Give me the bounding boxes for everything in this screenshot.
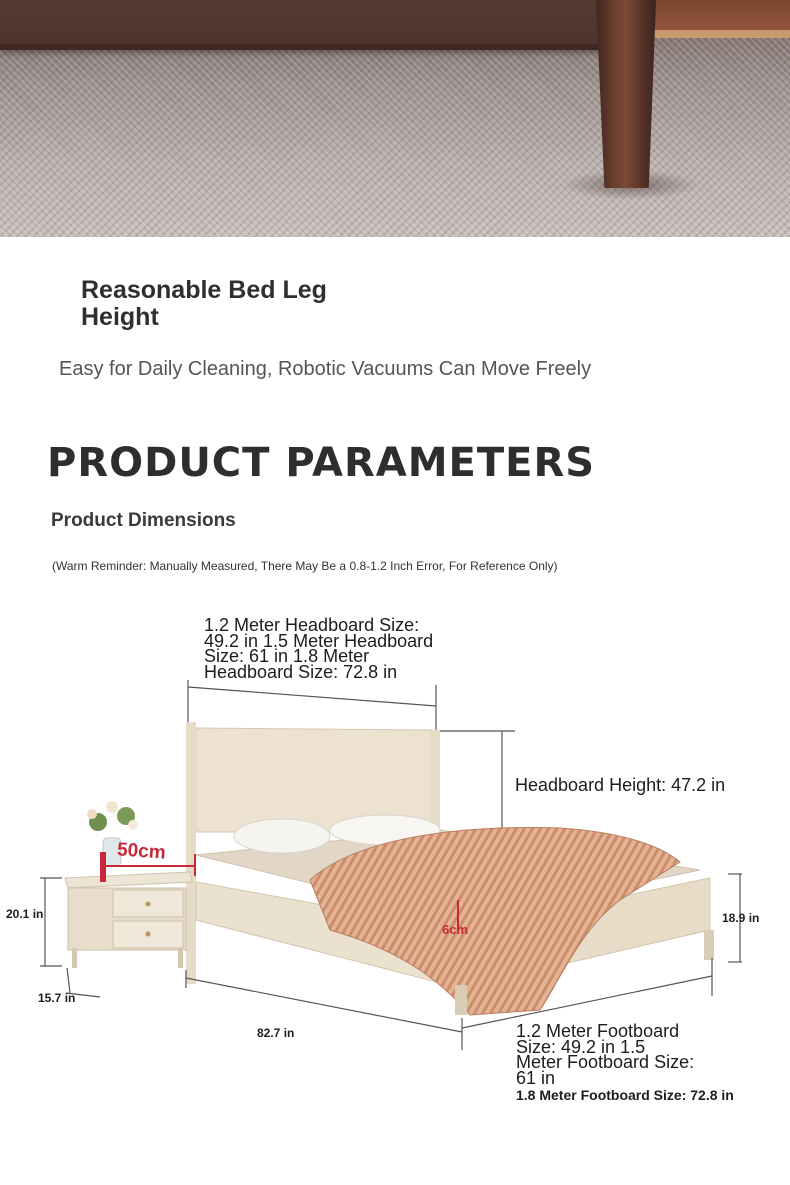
bed-length-label: 82.7 in <box>257 1026 295 1040</box>
bed-leg <box>596 0 656 188</box>
footboard-size-label: 1.2 Meter Footboard Size: 49.2 in 1.5 Meter Footboard Size: 61 in <box>516 1021 695 1088</box>
nightstand-depth-label: 15.7 in <box>38 991 76 1005</box>
bed-frame-corner <box>654 0 790 34</box>
bed-side-rail <box>0 0 605 50</box>
dimension-diagram <box>0 600 790 1112</box>
footboard-height-label: 18.9 in <box>722 911 760 925</box>
product-parameters-heading: PRODUCT PARAMETERS <box>47 440 596 486</box>
rail-mark-label: 6cm <box>442 922 469 937</box>
bed-frame-trim <box>654 30 790 38</box>
product-dimensions-heading: Product Dimensions <box>51 510 236 531</box>
bed-rail-edge <box>0 44 605 50</box>
feature-subtitle: Easy for Daily Cleaning, Robotic Vacuums Can Move Freely <box>59 358 592 380</box>
feature-title: Reasonable Bed Leg Height <box>81 276 327 331</box>
bed-leg-photo <box>0 0 790 237</box>
clearance-mark-label: 50cm <box>116 839 167 864</box>
measurement-reminder: (Warm Reminder: Manually Measured, There May Be a 0.8-1.2 Inch Error, For Reference Only) <box>52 559 558 573</box>
headboard-size-label: 1.2 Meter Headboard Size: 49.2 in 1.5 Meter Headboard Size: 61 in 1.8 Meter Headboard Size: 72.8 in <box>204 615 434 682</box>
nightstand-height-label: 20.1 in <box>6 907 44 921</box>
footboard-size-last-label: 1.8 Meter Footboard Size: 72.8 in <box>516 1087 734 1103</box>
headboard-height-label: Headboard Height: 47.2 in <box>515 775 726 795</box>
